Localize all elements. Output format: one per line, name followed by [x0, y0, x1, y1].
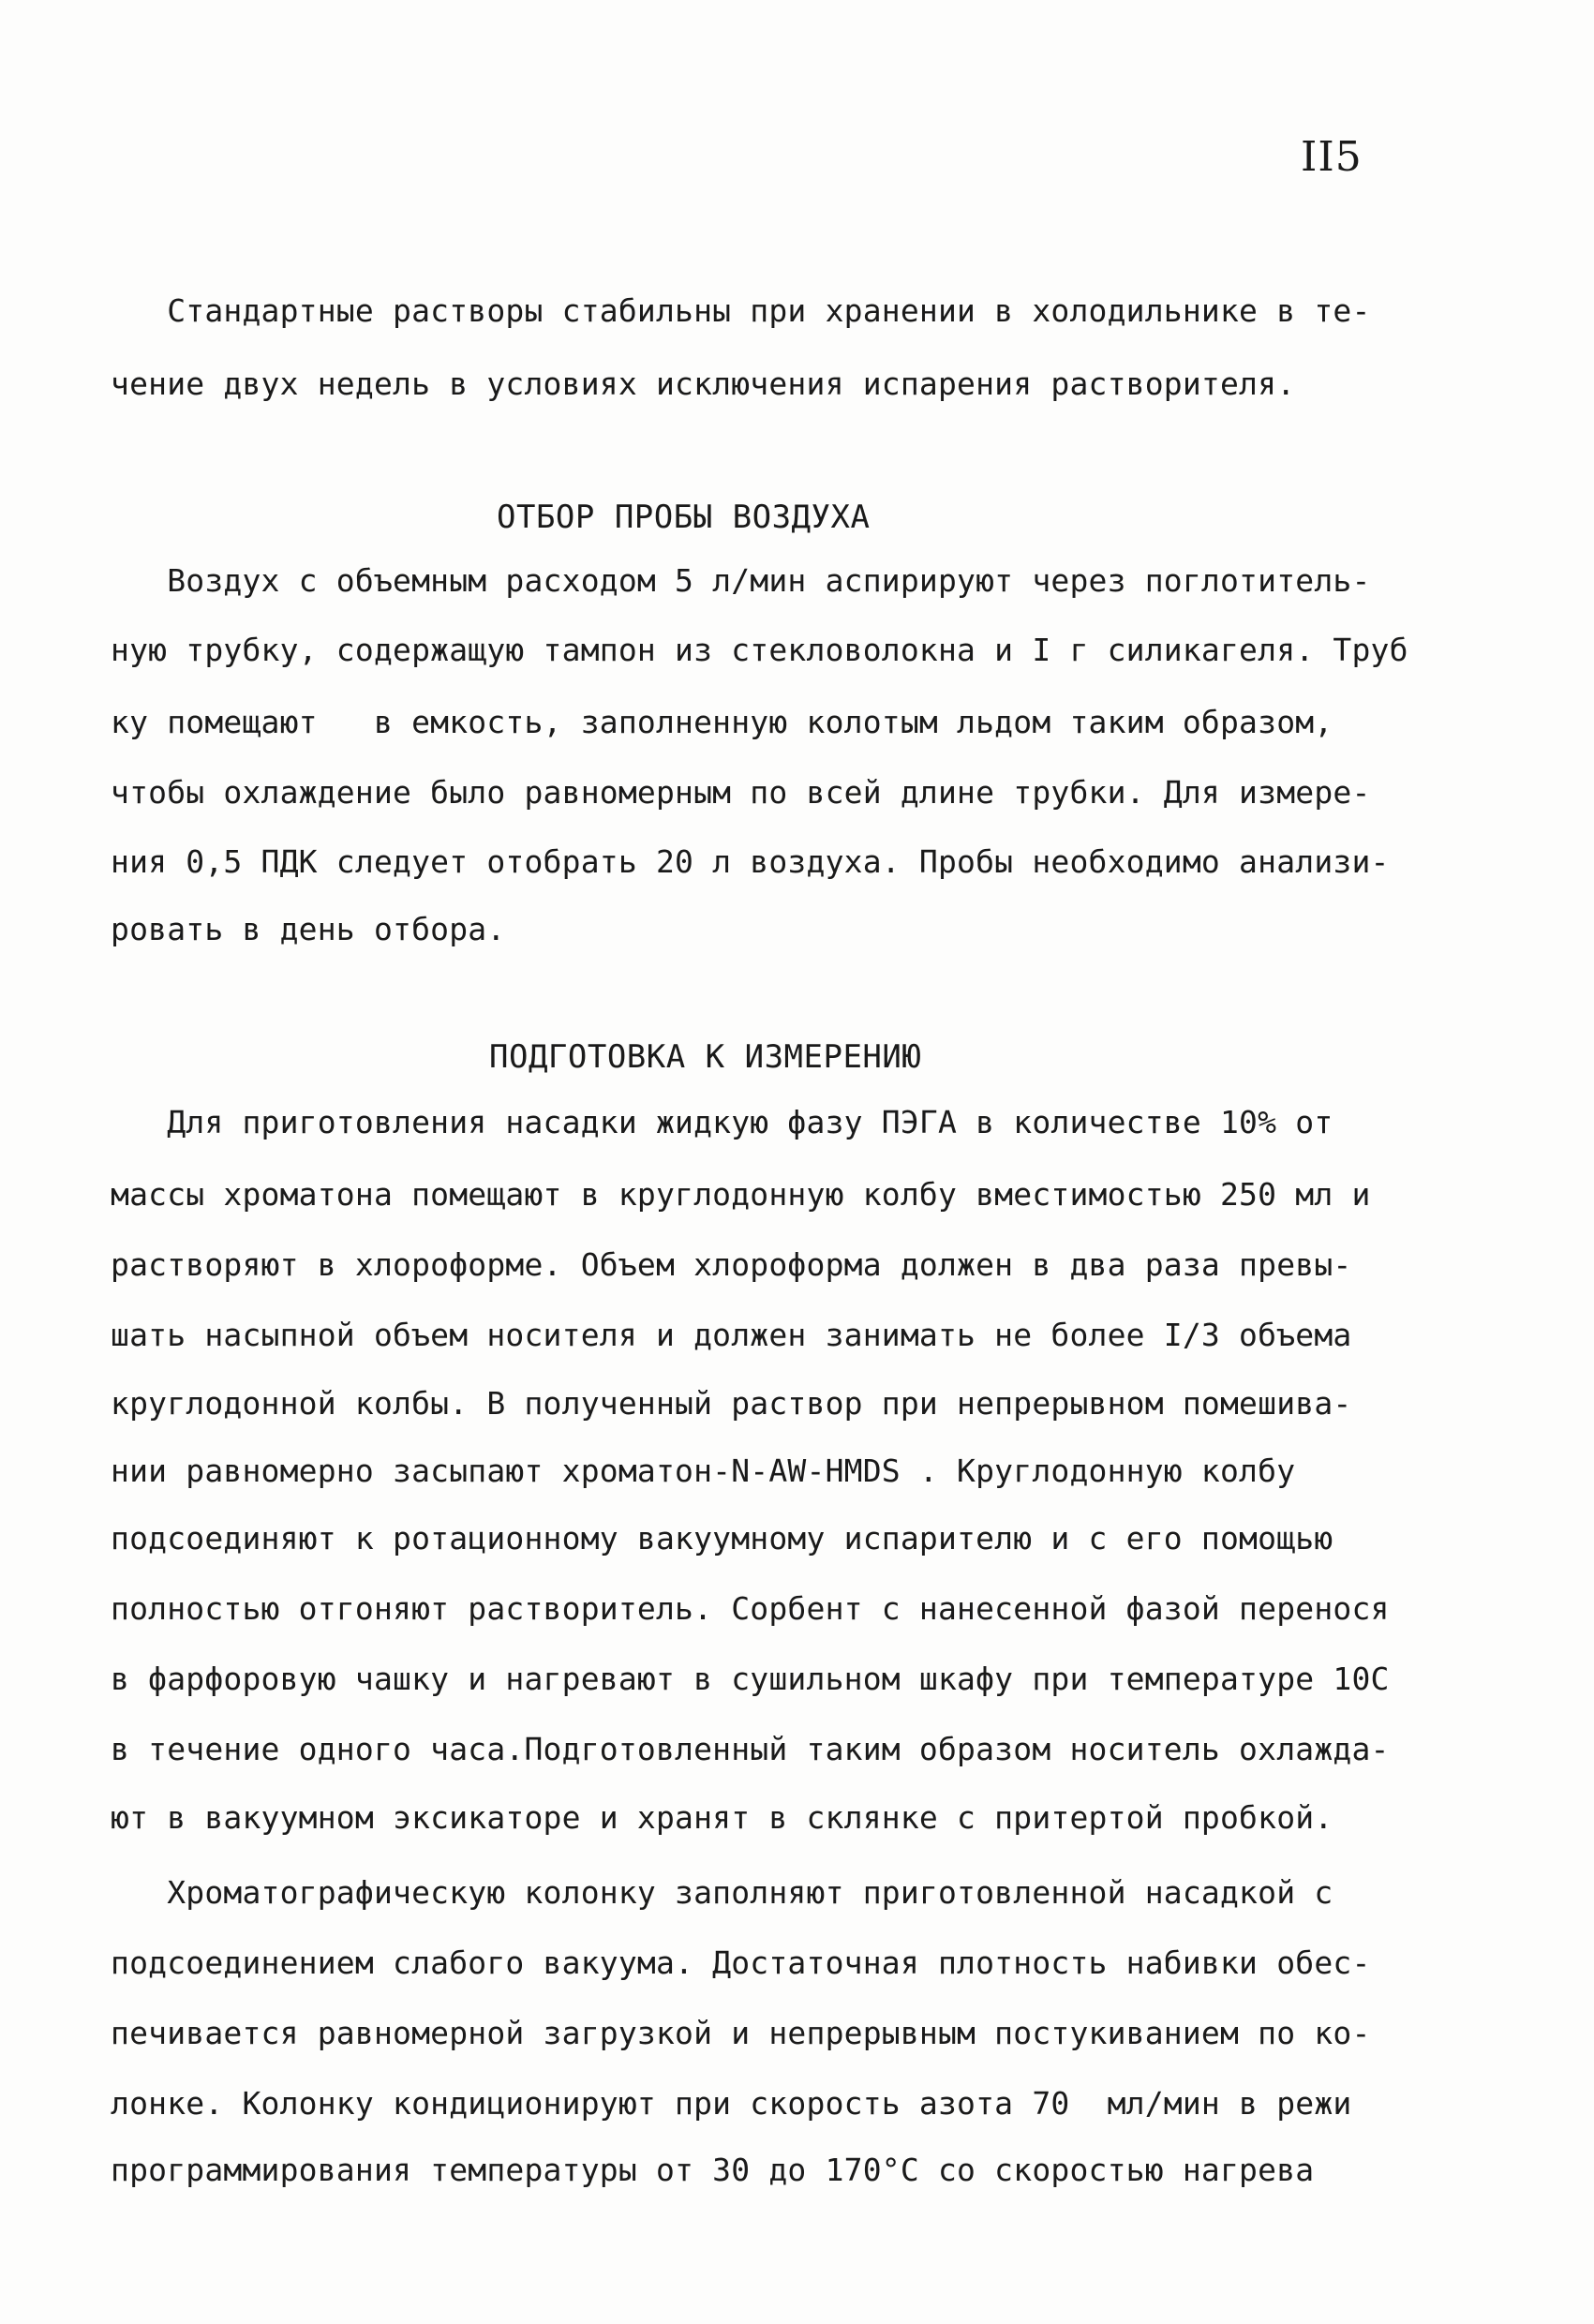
paragraph-1-line-2: чение двух недель в условиях исключения испарения растворителя. [111, 365, 1296, 402]
paragraph-3-line-8: полностью отгоняют растворитель. Сорбент с нанесенной фазой перенося [111, 1590, 1390, 1627]
paragraph-4-line-2: подсоединением слабого вакуума. Достаточная плотность набивки обес- [111, 1944, 1371, 1981]
section-heading-measurement-preparation: ПОДГОТОВКА К ИЗМЕРЕНИЮ [489, 1038, 922, 1076]
paragraph-3-line-9: в фарфоровую чашку и нагревают в сушильном шкафу при температуре 10С [111, 1661, 1390, 1697]
paragraph-1-line-1: Стандартные растворы стабильны при хранении в холодильнике в те- [111, 292, 1371, 329]
paragraph-4-line-3: печивается равномерной загрузкой и непрерывным постукиванием по ко- [111, 2015, 1371, 2051]
paragraph-3-line-6: нии равномерно засыпают хроматон-N-AW-HMDS . Круглодонную колбу [111, 1452, 1296, 1489]
paragraph-3-line-11: ют в вакуумном эксикаторе и хранят в склянке с притертой пробкой. [111, 1799, 1333, 1836]
paragraph-3-line-10: в течение одного часа.Подготовленный таким образом носитель охлажда- [111, 1731, 1390, 1767]
paragraph-4-line-1: Хроматографическую колонку заполняют приготовленной насадкой с [111, 1874, 1333, 1911]
paragraph-4-line-5: программирования температуры от 30 до 170°С со скоростью нагрева [111, 2152, 1315, 2188]
paragraph-2-line-4: чтобы охлаждение было равномерным по всей длине трубки. Для измере- [111, 774, 1371, 811]
paragraph-3-line-4: шать насыпной объем носителя и должен занимать не более I/3 объема [111, 1317, 1352, 1353]
paragraph-2-line-6: ровать в день отбора. [111, 911, 506, 947]
paragraph-3-line-3: растворяют в хлороформе. Объем хлороформа должен в два раза превы- [111, 1246, 1352, 1283]
page-number: II5 [1301, 133, 1363, 181]
paragraph-3-line-5: круглодонной колбы. В полученный раствор при непрерывном помешива- [111, 1385, 1352, 1422]
paragraph-4-line-4: лонке. Колонку кондиционируют при скорость азота 70 мл/мин в режи [111, 2085, 1352, 2122]
paragraph-3-line-1: Для приготовления насадки жидкую фазу ПЭГА в количестве 10% от [111, 1104, 1333, 1140]
section-heading-air-sampling: ОТБОР ПРОБЫ ВОЗДУХА [497, 499, 871, 536]
paragraph-2-line-1: Воздух с объемным расходом 5 л/мин аспирируют через поглотитель- [111, 562, 1371, 599]
paragraph-2-line-5: ния 0,5 ПДК следует отобрать 20 л воздуха. Пробы необходимо анализи- [111, 843, 1390, 880]
paragraph-2-line-2: ную трубку, содержащую тампон из стекловолокна и I г силикагеля. Труб [111, 632, 1408, 668]
paragraph-3-line-2: массы хроматона помещают в круглодонную колбу вместимостью 250 мл и [111, 1176, 1371, 1213]
paragraph-3-line-7: подсоединяют к ротационному вакуумному испарителю и с его помощью [111, 1520, 1333, 1557]
paragraph-2-line-3: ку помещают в емкость, заполненную колотым льдом таким образом, [111, 704, 1333, 740]
